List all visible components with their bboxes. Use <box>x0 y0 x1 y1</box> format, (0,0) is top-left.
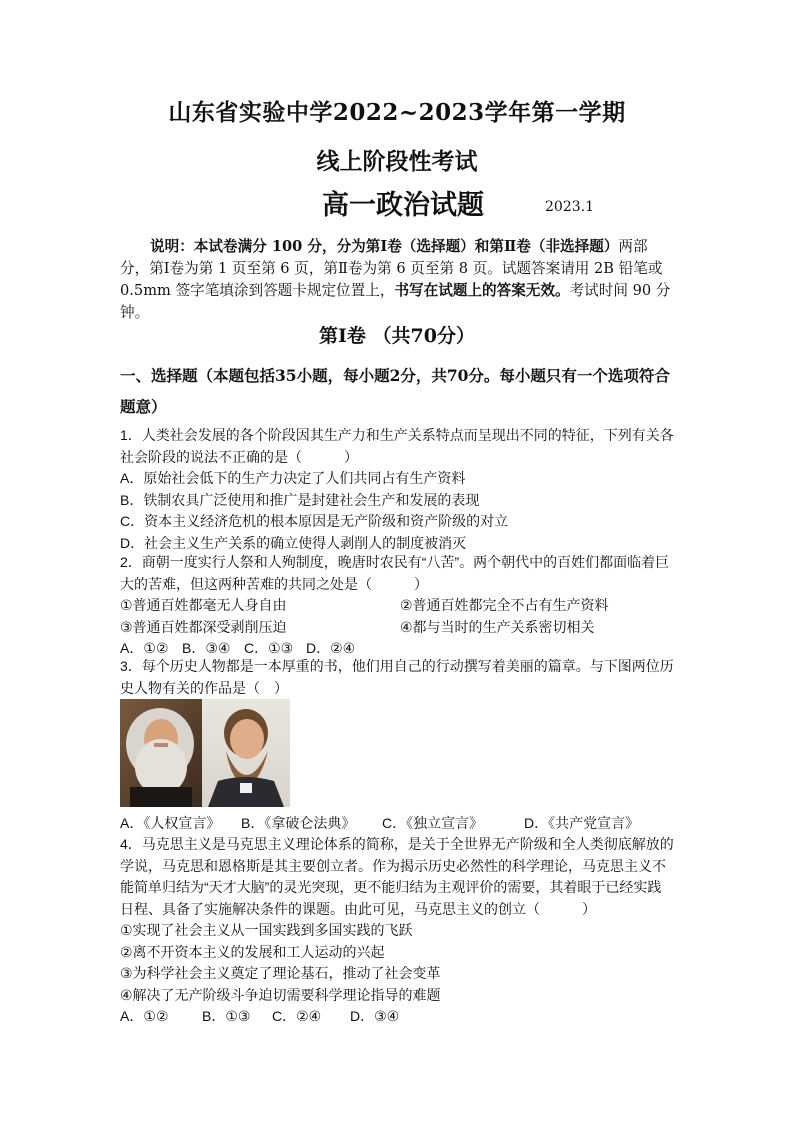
statement-4: ④都与当时的生产关系密切相关 <box>400 618 595 635</box>
answer-b: B．③④ <box>182 640 231 656</box>
answer-d: D．③④ <box>350 1008 400 1024</box>
answer-a: A．①② <box>120 640 169 656</box>
exam-title-subject: 高一政治试题 <box>322 190 484 221</box>
answer-row <box>120 1006 675 1028</box>
instructions-label: 说明： <box>150 238 194 255</box>
portrait-images <box>120 699 290 807</box>
question-2 <box>120 552 675 660</box>
statement-row <box>120 617 675 639</box>
answer-a: A．①② <box>120 1008 169 1024</box>
answer-b: B．①③ <box>202 1008 251 1024</box>
option-b: B．铁制农具广泛使用和推广是封建社会生产和发展的表现 <box>120 491 480 508</box>
statement-3: ③普通百姓都深受剥削压迫 <box>120 618 287 635</box>
answer-d: D．《共产党宣言》 <box>524 815 640 831</box>
option-d: D．社会主义生产关系的确立使得人剥削人的制度被消灭 <box>120 534 467 551</box>
question-1 <box>120 425 675 554</box>
engels-portrait-image <box>202 699 290 807</box>
question-stem: 2．商朝一度实行人祭和人殉制度，晚唐时农民有“八苦”。两个朝代中的百姓们都面临着巨大的苦难，但这两种苦难的共同之处是（ ） <box>120 554 670 592</box>
question-3-answers <box>120 813 675 835</box>
section-heading: 一、选择题（本题包括35小题，每小题2分，共70分。每小题只有一个选项符合题意） <box>120 366 670 416</box>
statement-3: ③为科学社会主义奠定了理论基石，推动了社会变革 <box>120 965 441 981</box>
instructions-text-1: 本试卷满分 100 分，分为 <box>193 238 366 255</box>
instructions-text-2: 两部分，第Ⅰ卷为第 1 页至第 6 页，第Ⅱ卷为第 6 页至第 8 页。试题答案请用 2B 铅笔或 0.5mm 签字笔填涂到答题卡规定位置上， <box>120 238 663 299</box>
exam-title-school: 山东省实验中学2022~2023学年第一学期 <box>168 99 626 126</box>
statement-1: ①实现了社会主义从一国实践到多国实践的飞跃 <box>120 922 413 938</box>
instructions-bold-2: 书写在试题上的答案无效。 <box>394 282 570 299</box>
answer-c: C．《独立宣言》 <box>382 815 484 831</box>
answer-a: A．《人权宣言》 <box>120 815 221 831</box>
instructions-bold-1: 第Ⅰ卷（选择题）和第Ⅱ卷（非选择题） <box>365 238 619 255</box>
marx-portrait-image <box>120 699 202 807</box>
statement-2: ②普通百姓都完全不占有生产资料 <box>400 597 609 613</box>
answer-b: B．《拿破仑法典》 <box>241 815 356 831</box>
answer-c: C．②④ <box>272 1008 322 1024</box>
statement-4: ④解决了无产阶级斗争迫切需要科学理论指导的难题 <box>120 986 441 1003</box>
question-stem: 3．每个历史人物都是一本厚重的书，他们用自己的行动撰写着美丽的篇章。与下图两位历史人物有关的作品是（ ） <box>120 658 674 696</box>
option-c: C．资本主义经济危机的根本原因是无产阶级和资产阶级的对立 <box>120 513 509 529</box>
answer-d: D．②④ <box>306 640 356 656</box>
instructions-text-3: 考试时间 90 分钟。 <box>120 282 671 321</box>
statement-2: ②离不开资本主义的发展和工人运动的兴起 <box>120 943 385 960</box>
part-heading: 第Ⅰ卷 （共70分） <box>319 325 475 347</box>
statement-1: ①普通百姓都毫无人身自由 <box>120 597 287 613</box>
answer-row <box>120 813 675 835</box>
exam-instructions <box>120 236 675 324</box>
exam-date: 2023.1 <box>545 199 594 215</box>
exam-title-type: 线上阶段性考试 <box>316 148 478 175</box>
option-a: A．原始社会低下的生产力决定了人们共同占有生产资料 <box>120 470 466 486</box>
statement-row <box>120 595 675 617</box>
question-3 <box>120 656 675 699</box>
question-4 <box>120 834 675 1028</box>
answer-c: C．①③ <box>244 640 294 656</box>
question-stem: 1．人类社会发展的各个阶段因其生产力和生产关系特点而呈现出不同的特征，下列有关各社会阶段的说法不正确的是（ ） <box>120 427 674 465</box>
question-stem: 4．马克思主义是马克思主义理论体系的简称，是关于全世界无产阶级和全人类彻底解放的学说，马克思和恩格斯是其主要创立者。作为揭示历史必然性的科学理论，马克思主义不能简单归结为“天才大脑”的灵光突现，更不能归结为主观评价的需要，其着眼于已经实践日程、具备了实施解决条件的课题。由此可见，马克思主义的创立（ ） <box>120 836 674 917</box>
